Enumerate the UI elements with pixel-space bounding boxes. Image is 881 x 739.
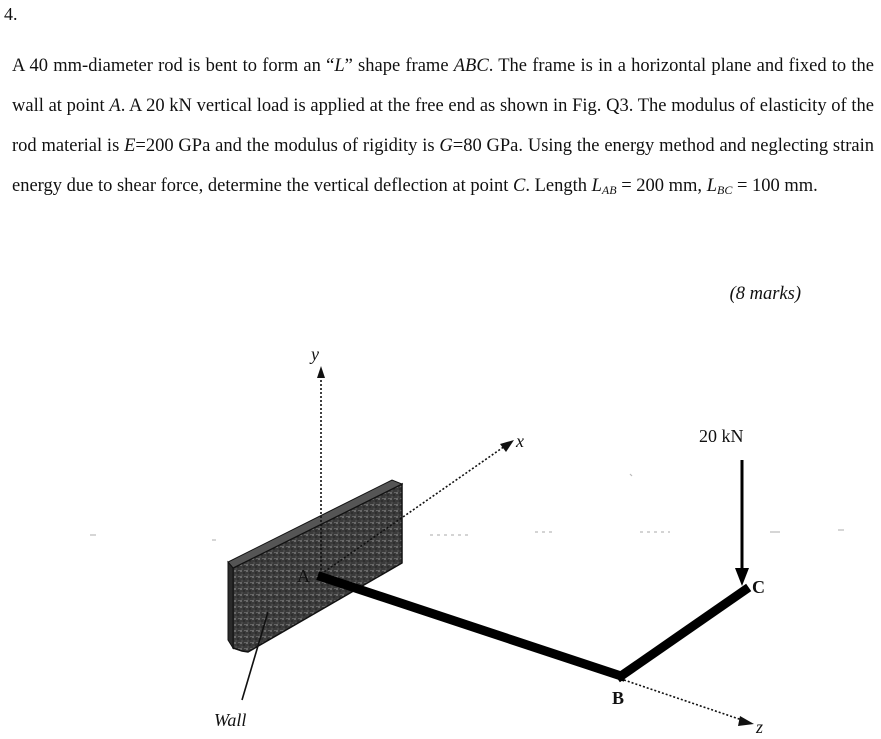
question-number: 4. <box>4 4 18 24</box>
load-arrow <box>735 460 749 586</box>
z-axis-label: z <box>756 717 764 737</box>
rod-bc <box>621 590 745 676</box>
point-a-label: A <box>297 566 310 586</box>
rod-ab <box>322 577 621 676</box>
wall-block <box>228 480 402 652</box>
x-axis-label: x <box>516 431 524 451</box>
z-axis <box>624 680 754 726</box>
marks-label: (8 marks) <box>729 284 801 304</box>
plane-dashes <box>90 474 844 540</box>
load-label: 20 kN <box>699 426 744 446</box>
point-b-label: B <box>612 688 625 708</box>
question-text: A 40 mm-diameter rod is bent to form an “L” shape frame ABC. The frame is in a horizontal plane and fixed to the wall at point A. A 20 kN vertical load is applied at the free end as shown in Fig. Q3. The modulus of elasticity of the rod material is E=200 GPa and the modulus of rigidity is G=80 GPa. Using the energy method and neglecting strain energy due to shear force, determine the vertical deflection at point C. Length $L_{AB} = 200$ mm, $L_{BC} = 100$ mm. <box>12 56 875 197</box>
y-axis-label: y <box>311 344 319 364</box>
wall-label: Wall <box>214 710 247 730</box>
point-c-label: C <box>752 577 765 597</box>
